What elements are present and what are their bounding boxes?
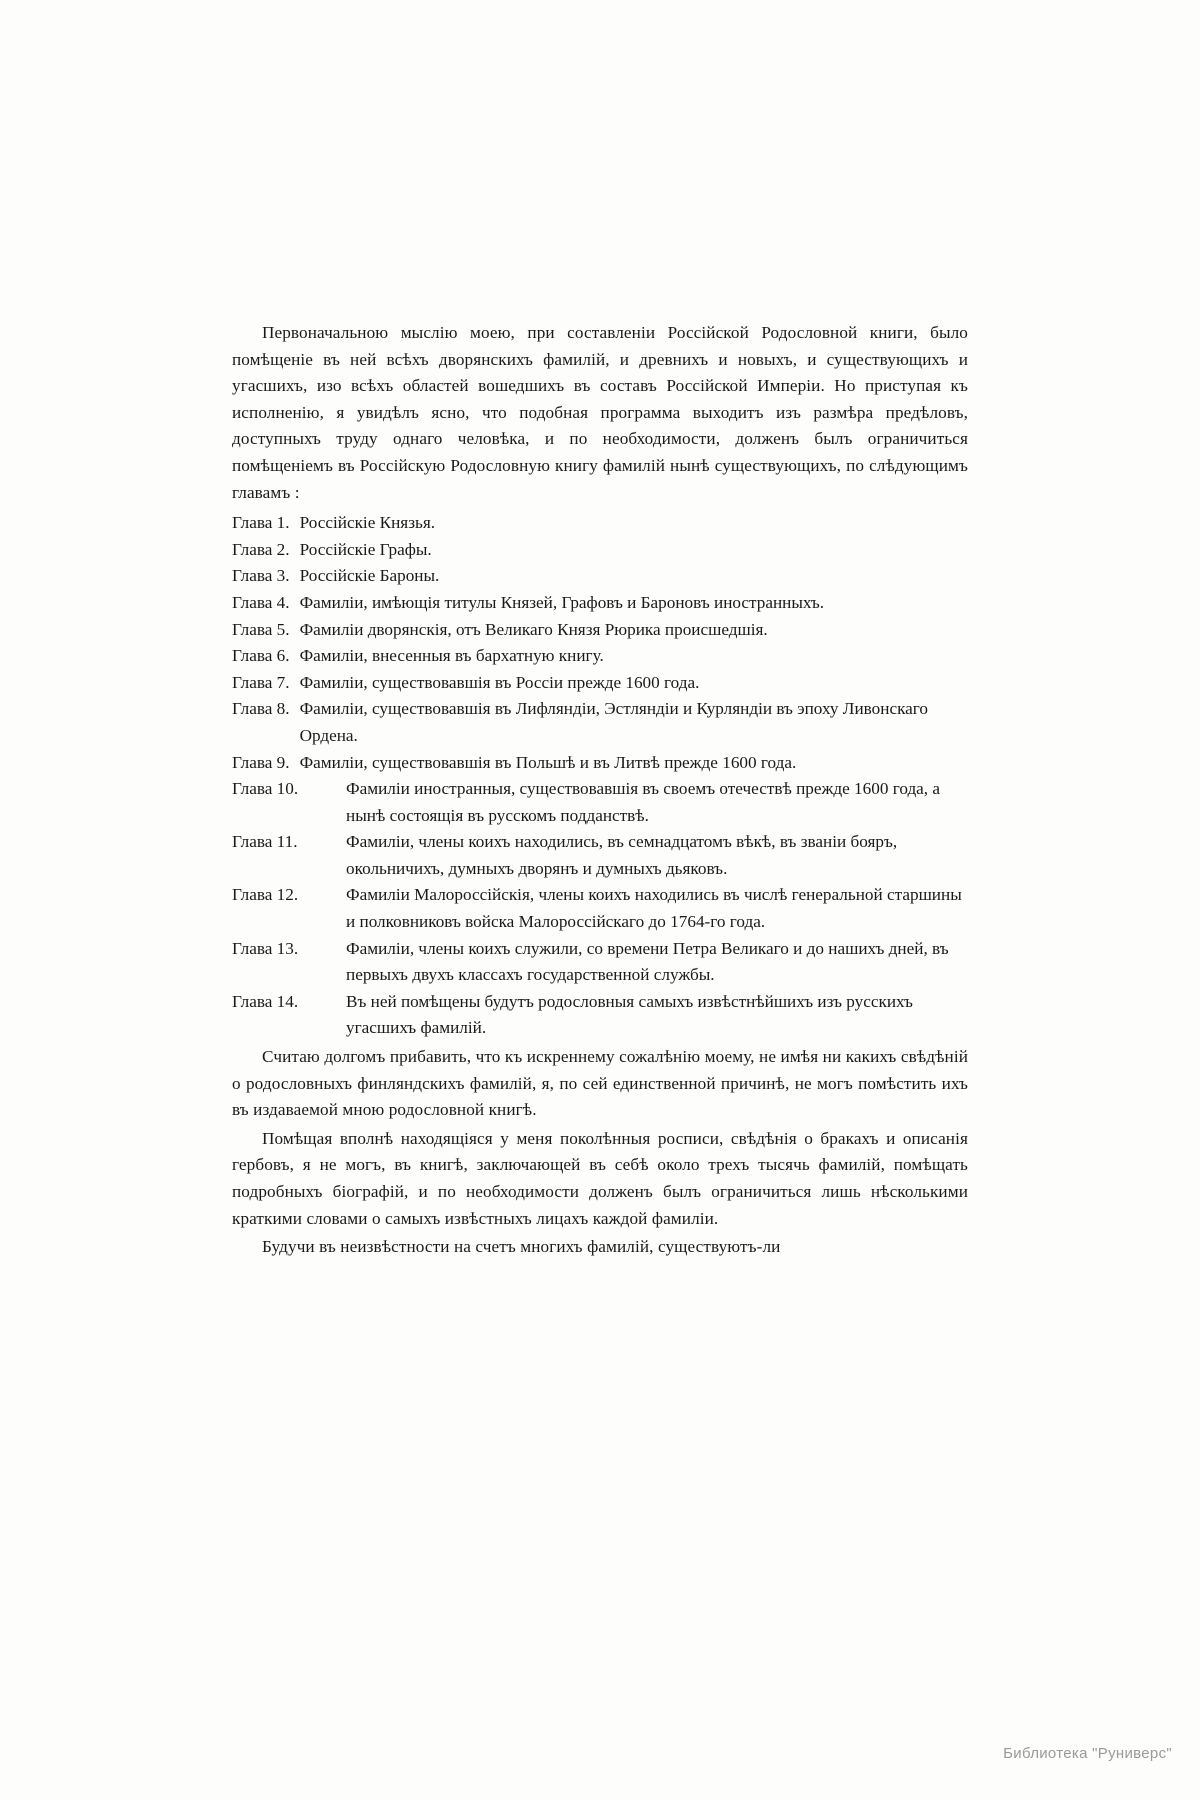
chapter-label: Глава 6. [232, 646, 290, 666]
chapter-label: Глава 2. [232, 539, 290, 559]
chapter-label: Глава 11. [232, 832, 298, 852]
list-item [232, 643, 968, 670]
closing-paragraph-2: Помѣщая вполнѣ находящіяся у меня поколѣнныя росписи, свѣдѣнія о бракахъ и описанія гербовъ, я не могъ, въ книгѣ, заключающей въ себѣ около трехъ тысячь фамилій, помѣщать подробныхъ біографій, и по необходимости долженъ былъ ограничиться лишь нѣсколькими краткими словами о самыхъ извѣстныхъ лицахъ каждой фамиліи. [232, 1128, 968, 1228]
list-item [232, 510, 968, 537]
chapter-label: Глава 1. [232, 513, 290, 533]
chapter-title: Россійскіе Князья. [299, 513, 436, 533]
chapter-title: Фамиліи, имѣющія титулы Князей, Графовъ и Бароновъ иностранныхъ. [299, 592, 825, 612]
chapter-label: Глава 14. [232, 991, 299, 1011]
chapter-label: Глава 4. [232, 592, 290, 612]
chapter-title: Фамиліи, внесенныя въ бархатную книгу. [299, 646, 604, 666]
chapter-title: Фамиліи дворянскія, отъ Великаго Князя Рюрика происшедшія. [299, 619, 768, 639]
text-column [232, 320, 968, 1261]
chapter-label: Глава 5. [232, 619, 290, 639]
chapter-title: Фамиліи, существовавшія въ Россіи прежде 1600 года. [299, 672, 700, 692]
list-item [232, 670, 968, 697]
chapter-title: Россійскіе Графы. [299, 539, 432, 559]
chapter-label: Глава 8. [232, 699, 290, 719]
chapter-title: Фамиліи, члены коихъ служили, со времени Петра Великаго и до нашихъ дней, въ первыхъ двухъ классахъ государственной службы. [346, 938, 949, 985]
intro-paragraph: Первоначальною мыслію моею, при составленіи Россійской Родословной книги, было помѣщеніе въ ней всѣхъ дворянскихъ фамилій, и древнихъ и новыхъ, и существующихъ и угасшихъ, изо всѣхъ областей вошедшихъ въ составъ Россійской Имперіи. Но приступая къ исполненію, я увидѣлъ ясно, что подобная программа выходитъ изъ размѣра предѣловъ, доступныхъ труду однаго человѣка, и по необходимости, долженъ былъ ограничиться помѣщеніемъ въ Россійскую Родословную книгу фамилій нынѣ существующихъ, по слѣдующимъ главамъ : [232, 323, 968, 502]
chapter-label: Глава 12. [232, 885, 299, 905]
chapter-list [232, 510, 968, 1042]
list-item [232, 750, 968, 777]
list-item [232, 563, 968, 590]
closing-paragraph-3: Будучи въ неизвѣстности на счетъ многихъ фамилій, существуютъ-ли [262, 1237, 781, 1257]
list-item [232, 936, 968, 989]
list-item [232, 590, 968, 617]
chapter-title: Фамиліи иностранныя, существовавшія въ своемъ отечествѣ прежде 1600 года, а нынѣ состоящія въ русскомъ подданствѣ. [346, 779, 941, 825]
list-item [232, 829, 968, 882]
chapter-label: Глава 10. [232, 779, 299, 799]
chapter-title: Фамиліи Малороссійскія, члены коихъ находились въ числѣ генеральной старшины и полковниковъ войска Малороссійскаго до 1764-го года. [346, 885, 962, 932]
chapter-label: Глава 3. [232, 566, 290, 586]
list-item [232, 882, 968, 935]
chapter-title: Фамиліи, существовавшія въ Польшѣ и въ Литвѣ прежде 1600 года. [299, 752, 797, 772]
list-item [232, 776, 968, 829]
list-item [232, 989, 968, 1042]
library-watermark: Библиотека "Руниверс" [1003, 1745, 1172, 1762]
chapter-title: Россійскіе Бароны. [299, 566, 440, 586]
chapter-title: Фамиліи, существовавшія въ Лифляндіи, Эстляндіи и Курляндіи въ эпоху Ливонскаго Ордена. [299, 699, 929, 745]
list-item [232, 696, 968, 749]
chapter-label: Глава 9. [232, 752, 290, 772]
chapter-label: Глава 7. [232, 672, 290, 692]
chapter-title: Въ ней помѣщены будутъ родословныя самыхъ извѣстнѣйшихъ изъ русскихъ угасшихъ фамилій. [346, 991, 913, 1038]
chapter-title: Фамиліи, члены коихъ находились, въ семнадцатомъ вѣкѣ, въ званіи бояръ, окольничихъ, думныхъ дворянъ и думныхъ дьяковъ. [346, 832, 898, 878]
list-item [232, 617, 968, 644]
list-item [232, 537, 968, 564]
closing-paragraph-1: Считаю долгомъ прибавить, что къ искреннему сожалѣнію моему, не имѣя ни какихъ свѣдѣній о родословныхъ финляндскихъ фамилій, я, по сей единственной причинѣ, не могъ помѣстить ихъ въ издаваемой мною родословной книгѣ. [232, 1047, 968, 1120]
chapter-label: Глава 13. [232, 938, 299, 958]
